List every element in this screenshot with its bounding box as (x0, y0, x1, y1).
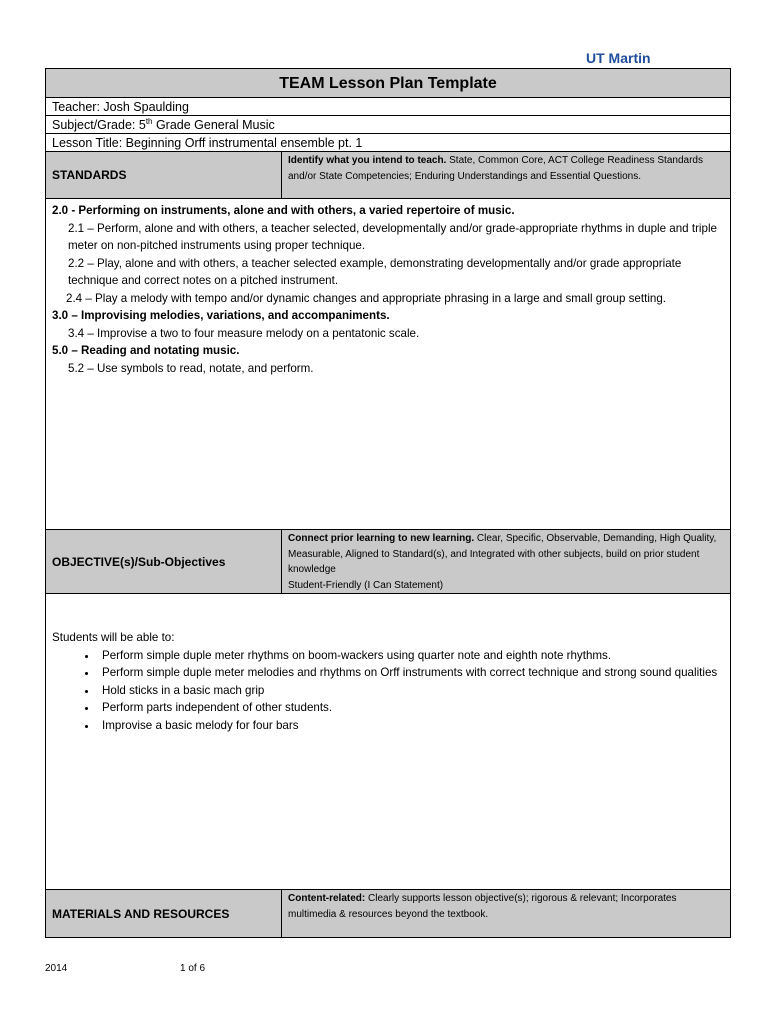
objective-item: • Perform simple duple meter melodies and rhythms on Orff instruments with correct technique and strong sound qualities (98, 664, 724, 682)
standard-item: 2.4 – Play a melody with tempo and/or dynamic changes and appropriate phrasing in a large and small group setting. (66, 291, 667, 305)
objectives-intro: Students will be able to: (52, 631, 175, 644)
subject-prefix: Subject/Grade: 5 (52, 118, 146, 132)
objectives-list (52, 647, 724, 735)
footer-page-number: 1 of 6 (180, 963, 206, 974)
standard-item: 2.2 – Play, alone and with others, a teacher selected example, demonstrating developmentally and/or grade appropriate technique and correct notes on a pitched instrument. (68, 256, 682, 287)
materials-guide-text: Clearly supports lesson objective(s); rigorous & relevant; Incorporates multimedia & resources beyond the textbook. (288, 893, 677, 920)
standard-item: 5.0 – Reading and notating music. (52, 344, 240, 357)
materials-guide-bold: Content-related: (288, 893, 366, 904)
objective-item: • Perform simple duple meter rhythms on boom-wackers using quarter note and eighth note rhythms. (98, 647, 724, 665)
standard-item: 5.2 – Use symbols to read, notate, and perform. (68, 361, 314, 375)
subject-suffix: Grade General Music (152, 118, 275, 132)
objectives-guide-bold: Connect prior learning to new learning. (288, 533, 475, 544)
materials-guide (282, 890, 730, 937)
standard-item: 3.0 – Improvising melodies, variations, and accompaniments. (52, 309, 390, 322)
lesson-plan-table (45, 68, 731, 938)
objectives-header (46, 530, 730, 594)
objectives-guide (282, 530, 730, 593)
standards-guide-bold: Identify what you intend to teach. (288, 155, 447, 166)
materials-label: MATERIALS AND RESOURCES (46, 890, 282, 937)
standard-item: 2.1 – Perform, alone and with others, a teacher selected, developmentally and/or grade-appropriate rhythms in duple and triple meter on non-pitched instruments using proper technique. (68, 221, 717, 252)
standard-item: 2.0 - Performing on instruments, alone and with others, a varied repertoire of music. (52, 204, 515, 217)
standards-header (46, 152, 730, 199)
standards-guide (282, 152, 730, 198)
objectives-guide-text: Clear, Specific, Observable, Demanding, High Quality, Measurable, Aligned to Standard(s), and Integrated with other subjects, build on prior student knowledge (288, 533, 717, 575)
lesson-title-row: Lesson Title: Beginning Orff instrumental ensemble pt. 1 (46, 134, 730, 152)
standards-label: STANDARDS (46, 152, 282, 198)
brand-name: UT Martin (586, 50, 651, 66)
subject-superscript: th (145, 116, 153, 126)
objectives-content (46, 594, 730, 890)
teacher-row: Teacher: Josh Spaulding (46, 98, 730, 116)
objectives-label: OBJECTIVE(s)/Sub-Objectives (46, 530, 282, 593)
objectives-guide-line2: Student-Friendly (I Can Statement) (288, 579, 444, 591)
footer-year: 2014 (45, 963, 68, 974)
doc-title: TEAM Lesson Plan Template (46, 69, 730, 98)
materials-header (46, 890, 730, 937)
subject-grade-row (46, 116, 730, 134)
standards-guide-text: State, Common Core, ACT College Readiness Standards and/or State Competencies; Enduring Understandings and Essential Questions. (288, 155, 703, 182)
objective-item: • Perform parts independent of other students. (98, 699, 724, 717)
objective-item: • Improvise a basic melody for four bars (98, 717, 724, 735)
standards-content (46, 199, 730, 530)
standard-item: 3.4 – Improvise a two to four measure melody on a pentatonic scale. (68, 326, 420, 340)
objective-item: • Hold sticks in a basic mach grip (98, 682, 724, 700)
